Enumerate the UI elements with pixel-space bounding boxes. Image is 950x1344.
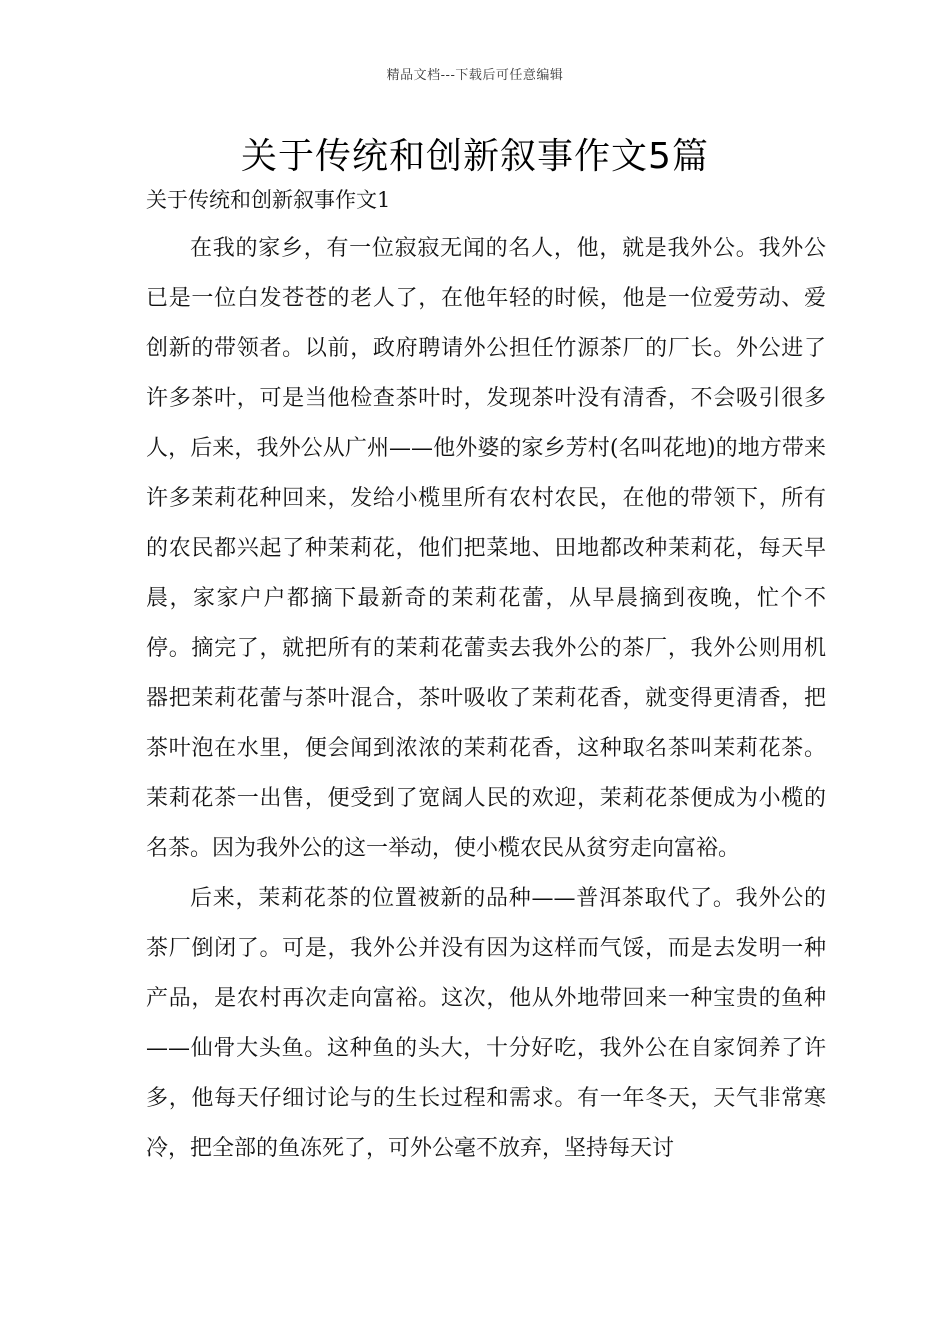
page-header: 精品文档---下载后可任意编辑 <box>386 68 564 83</box>
paragraph: 在我的家乡，有一位寂寂无闻的名人，他，就是我外公。我外公已是一位白发苍苍的老人了，在他年轻的时候，他是一位爱劳动、爱创新的带领者。以前，政府聘请外公担任竹源茶厂的厂长。外公进了许多茶叶，可是当他检查茶叶时，发现茶叶没有清香，不会吸引很多人，后来，我外公从广州——他外婆的家乡芳村(名叫花地)的地方带来许多茉莉花种回来，发给小榄里所有农村农民，在他的带领下，所有的农民都兴起了种茉莉花，他们把菜地、田地都改种茉莉花，每天早晨，家家户户都摘下最新奇的茉莉花蕾，从早晨摘到夜晚，忙个不停。摘完了，就把所有的茉莉花蕾卖去我外公的茶厂，我外公则用机器把茉莉花蕾与茶叶混合，茶叶吸收了茉莉花香，就变得更清香，把茶叶泡在水里，便会闻到浓浓的茉莉花香，这种取名茶叫茉莉花茶。茉莉花茶一出售，便受到了宽阔人民的欢迎，茉莉花茶便成为小榄的名茶。因为我外公的这一举动，使小榄农民从贫穷走向富裕。 <box>146 236 826 861</box>
section-title: 关于传统和创新叙事作文1 <box>146 188 391 212</box>
document-title: 关于传统和创新叙事作文5篇 <box>241 136 709 177</box>
paragraph: 后来，茉莉花茶的位置被新的品种——普洱茶取代了。我外公的茶厂倒闭了。可是，我外公并没有因为这样而气馁，而是去发明一种产品，是农村再次走向富裕。这次，他从外地带回来一种宝贵的鱼种——仙骨大头鱼。这种鱼的头大，十分好吃，我外公在自家饲养了许多，他每天仔细讨论与的生长过程和需求。有一年冬天，天气非常寒冷，把全部的鱼冻死了，可外公毫不放弃，坚持每天讨 <box>146 886 826 1161</box>
document-body <box>146 224 826 1174</box>
